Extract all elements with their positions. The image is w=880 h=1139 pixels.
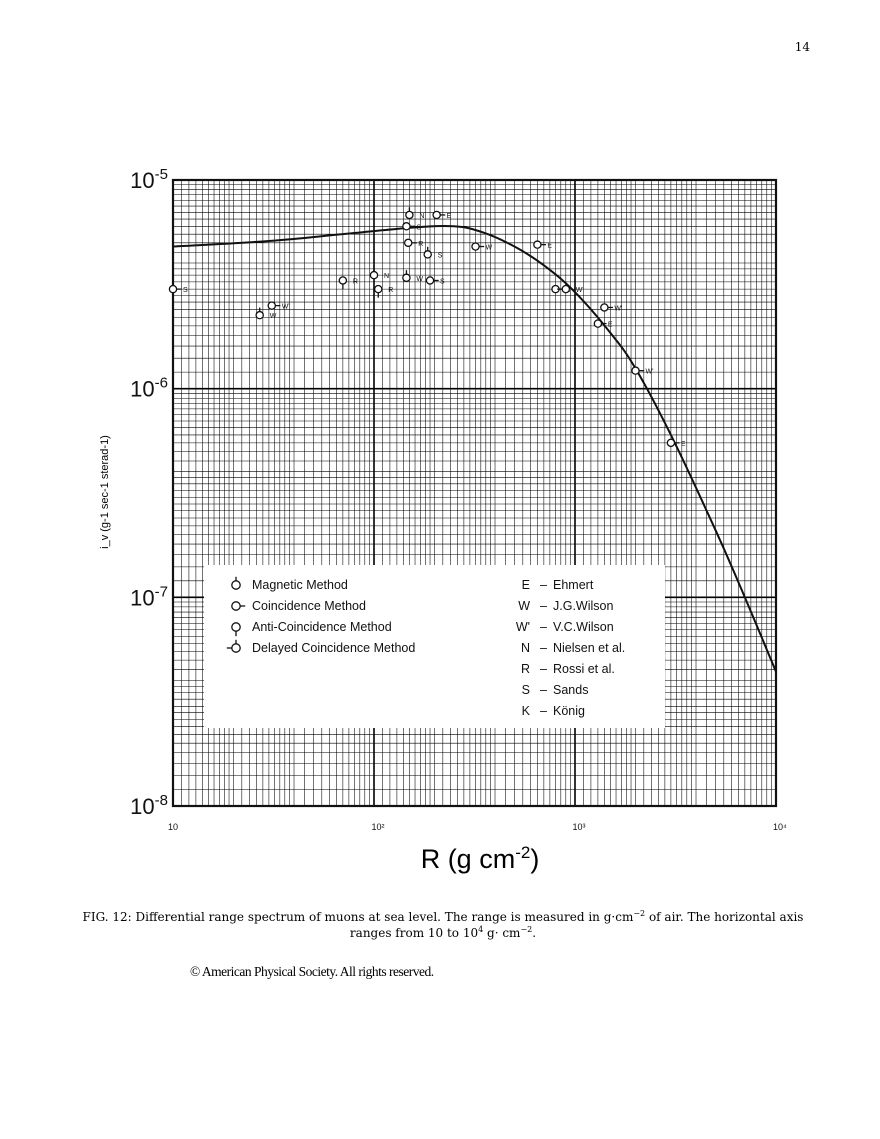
data-point (370, 268, 377, 279)
data-point-label: E (446, 212, 452, 220)
legend-separator: – (540, 578, 547, 592)
legend-author-code: W' (515, 620, 530, 634)
data-point-label: N (419, 212, 425, 220)
data-point (169, 286, 181, 293)
marker-circle (534, 241, 541, 248)
marker-circle (632, 367, 639, 374)
x-tick-label: 10⁴ (773, 822, 787, 832)
data-point (601, 304, 613, 311)
legend-method-label: Delayed Coincidence Method (252, 641, 416, 655)
legend-method-label: Magnetic Method (252, 578, 348, 592)
legend-author-name: Rossi et al. (553, 662, 615, 676)
data-point-label: W' (575, 287, 584, 295)
marker-circle (232, 644, 240, 652)
legend-separator: – (540, 641, 547, 655)
data-point-label: E (547, 242, 553, 250)
marker-circle (375, 286, 382, 293)
caption-text-4: . (532, 926, 537, 940)
data-point-label: S (416, 224, 422, 232)
legend-author-code: R (520, 662, 530, 676)
caption-exp-3: −2 (520, 925, 533, 934)
legend-author-name: Nielsen et al. (553, 641, 626, 655)
legend-author-code: N (520, 641, 530, 655)
marker-circle (268, 302, 275, 309)
y-axis-label: i_v (g-1 sec-1 sterad-1) (99, 435, 111, 549)
y-tick-label: $10^{-5}$ (130, 166, 168, 193)
data-point-label: R (418, 240, 424, 248)
data-point-label: S (437, 252, 443, 260)
legend-author-code: S (521, 683, 530, 697)
legend-author-code: K (521, 704, 530, 718)
page-number: 14 (794, 40, 810, 54)
legend-method-label: Anti-Coincidence Method (252, 620, 392, 634)
legend-author-code: E (521, 578, 530, 592)
y-tick-label: $10^{-6}$ (130, 374, 168, 402)
copyright-notice: © American Physical Society. All rights reserved. (190, 964, 434, 979)
data-point-label: R (352, 278, 358, 286)
marker-circle (405, 239, 412, 246)
data-point (472, 243, 484, 250)
marker-circle (594, 320, 601, 327)
legend-author-name: J.G.Wilson (553, 599, 614, 613)
data-point (632, 367, 644, 374)
caption-text-2: of air. The horizontal axis ranges from 10 to 10 (349, 910, 804, 940)
data-point (406, 207, 413, 218)
caption-exp-1: −2 (633, 909, 646, 918)
legend-method-label: Coincidence Method (252, 599, 366, 613)
y-tick-label: $10^{-8}$ (130, 792, 168, 819)
marker-circle (232, 623, 240, 631)
caption-text-3: g· cm (483, 926, 521, 940)
marker-circle (424, 251, 431, 258)
marker-circle (232, 602, 240, 610)
marker-circle (403, 274, 410, 281)
marker-circle (403, 223, 410, 230)
marker-circle (426, 277, 433, 284)
data-point (268, 302, 280, 309)
data-point (339, 277, 346, 289)
marker-circle (472, 243, 479, 250)
data-point-label: W' (281, 303, 290, 311)
data-point (534, 241, 546, 248)
legend-author-code: W (518, 599, 530, 613)
data-point (403, 270, 410, 281)
marker-circle (433, 211, 440, 218)
x-tick-label: 10³ (572, 822, 586, 832)
legend-author-name: König (553, 704, 585, 718)
x-tick-label: 10 (167, 822, 179, 832)
data-point-label: W' (614, 305, 623, 313)
marker-circle (667, 439, 674, 446)
legend-author-name: Ehmert (553, 578, 594, 592)
data-point (375, 286, 382, 298)
legend-separator: – (540, 599, 547, 613)
marker-circle (562, 286, 569, 293)
legend-separator: – (540, 683, 547, 697)
x-axis-label: R (g $cm^{-2}$) (420, 843, 540, 874)
data-point-label: N (384, 273, 390, 281)
x-tick-label: 10² (371, 822, 385, 832)
marker-circle (601, 304, 608, 311)
legend-separator: – (540, 620, 547, 634)
data-point-label: S (440, 278, 445, 286)
data-point (426, 277, 438, 284)
marker-circle (232, 581, 240, 589)
data-point-label: W' (645, 368, 654, 376)
data-point-label: W (269, 313, 277, 321)
y-tick-label: $10^{-7}$ (130, 583, 168, 611)
marker-circle (406, 211, 413, 218)
data-point-label: W (485, 244, 493, 252)
data-point-label: R (388, 287, 394, 295)
data-point-label: S (183, 287, 188, 295)
marker-circle (256, 312, 263, 319)
data-point-label: E (607, 321, 613, 329)
legend-author-name: V.C.Wilson (553, 620, 614, 634)
marker-circle (370, 272, 377, 279)
figure-caption (75, 909, 811, 941)
data-point-label: E (680, 440, 686, 448)
data-point (667, 439, 679, 446)
axis-ticks (130, 166, 787, 832)
marker-circle (339, 277, 346, 284)
data-point (403, 223, 415, 230)
legend-separator: – (540, 704, 547, 718)
caption-exp-2: 4 (478, 925, 484, 934)
caption-text-1: FIG. 12: Differential range spectrum of muons at sea level. The range is measured in g·cm (82, 910, 634, 924)
data-point-label: W (416, 275, 424, 283)
legend-author-name: Sands (553, 683, 589, 697)
legend-separator: – (540, 662, 547, 676)
marker-circle (169, 286, 176, 293)
